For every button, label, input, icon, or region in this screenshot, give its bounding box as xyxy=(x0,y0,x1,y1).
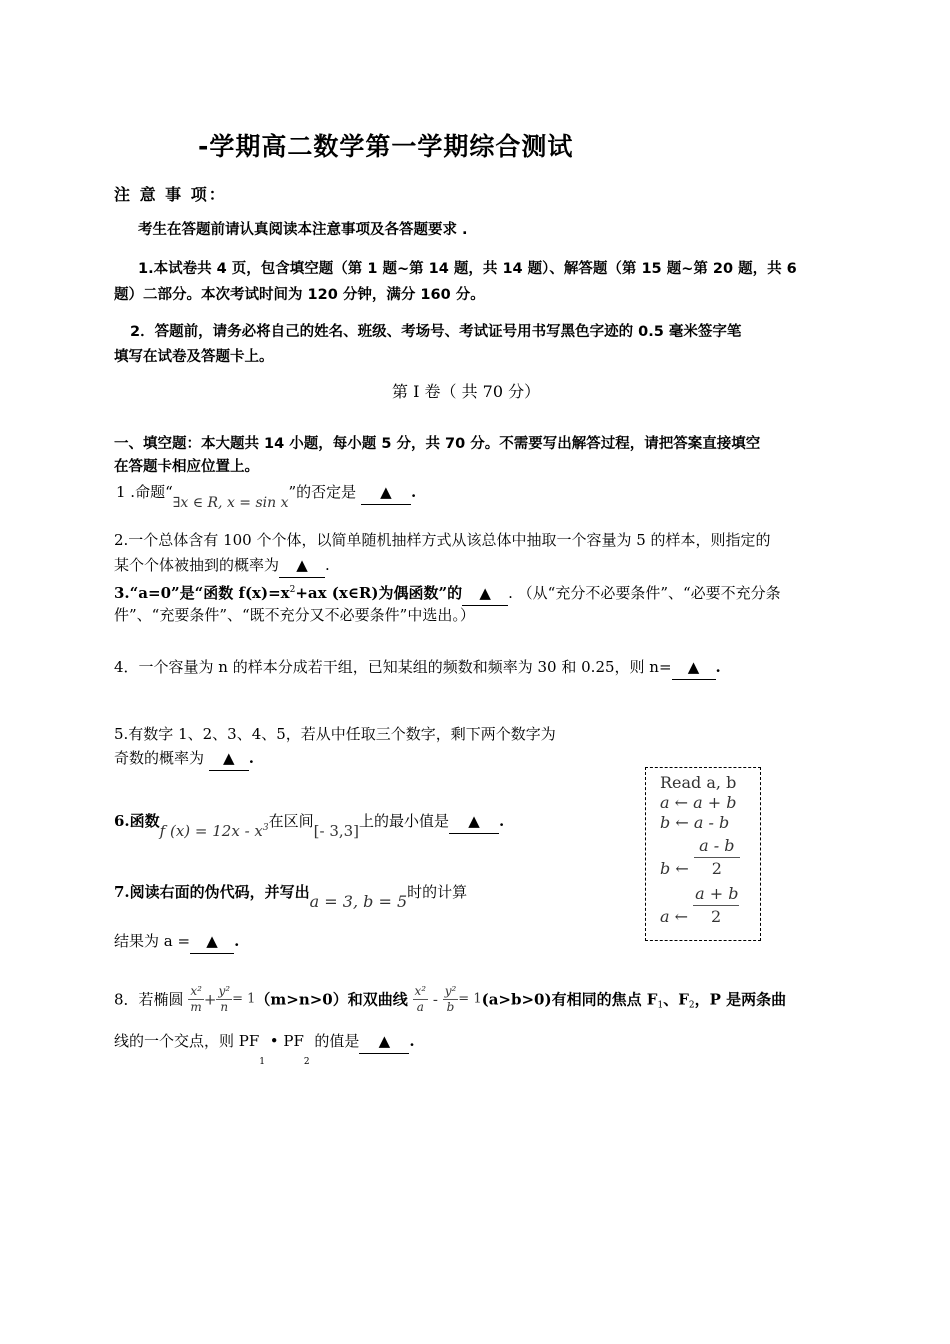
q7-answer-blank[interactable] xyxy=(190,929,234,954)
fraction-denominator: m xyxy=(190,1000,202,1014)
q8-answer-blank[interactable] xyxy=(359,1029,409,1054)
q8-prefix: 8．若椭圆 xyxy=(114,990,184,1009)
fraction-numerator: y² xyxy=(218,984,231,998)
answer-mark: ▲ xyxy=(206,932,218,950)
q8-f2-sub: 2 xyxy=(688,1000,695,1011)
q5-answer-blank[interactable] xyxy=(209,746,249,771)
q3-sup: 2 xyxy=(289,585,296,595)
pseudocode-line-5-fraction xyxy=(693,883,739,928)
fraction-numerator: y² xyxy=(444,984,457,998)
q8-tail: ，P 是两条曲 xyxy=(694,990,787,1009)
ellipse-x-term xyxy=(188,984,204,1015)
fraction-denominator: a xyxy=(416,1000,424,1014)
fraction-numerator: a + b xyxy=(693,883,739,906)
question-2-line2: 某个个体被抽到的概率为 ▲ . xyxy=(114,553,330,578)
volume-heading: 第 I 卷（ 共 70 分） xyxy=(392,382,541,401)
q3-text-b: +ax (x∈R)为偶函数”的 xyxy=(295,584,463,602)
q7-text-a: 7.阅读右面的伪代码，并写出 xyxy=(114,883,310,901)
answer-mark: ▲ xyxy=(687,658,700,676)
pseudocode-line-2: a ← a + b xyxy=(660,793,737,812)
q1-prefix: 1 .命题“ xyxy=(116,483,173,501)
q1-formula: ∃x ∈ R, x = sin x xyxy=(172,495,289,511)
question-3-line1 xyxy=(114,578,781,606)
notice-heading: 注 意 事 项： xyxy=(114,185,227,204)
q5-text: 奇数的概率为 xyxy=(114,749,205,767)
notice-intro: 考生在答题前请认真阅读本注意事项及各答题要求 . xyxy=(138,222,468,238)
q1-suffix: ”的否定是 xyxy=(288,483,357,501)
notice-item1-line2: 题）二部分。本次考试时间为 120 分钟，满分 160 分。 xyxy=(114,287,485,303)
question-4: 4．一个容量为 n 的样本分成若干组，已知某组的频数和频率为 30 和 0.25，则 n= ▲ . xyxy=(114,655,721,680)
pseudocode-box xyxy=(645,767,761,941)
question-8-line2: 线的一个交点，则 $PF_1$ • $PF_2$ 的值是 ▲ . xyxy=(114,1029,415,1074)
pseudocode-line-5 xyxy=(660,883,739,928)
fraction-numerator: x² xyxy=(414,984,427,998)
fraction-numerator: x² xyxy=(190,984,202,998)
q6-formula-sup: 3 xyxy=(262,823,269,833)
q6-answer-blank[interactable] xyxy=(449,809,499,834)
q6-interval: [- 3,3] xyxy=(313,822,360,840)
question-7-line2: 结果为 a = ▲ . xyxy=(114,929,239,954)
q7-text-b: 时的计算 xyxy=(407,883,468,901)
q6-suffix: 上的最小值是 xyxy=(359,812,450,830)
q2-text: 某个个体被抽到的概率为 xyxy=(114,556,280,574)
q8-line2-mid: • PF xyxy=(265,1032,304,1050)
page-title: -学期高二数学第一学期综合测试 xyxy=(198,132,574,161)
pseudocode-line-4-fraction xyxy=(694,835,740,880)
q8-f1-sub: 1 xyxy=(657,1000,664,1011)
q6-mid: 在区间 xyxy=(268,812,314,830)
question-1: 1 .命题“∃x ∈ R, x = sin x”的否定是 ▲ . xyxy=(116,480,416,505)
fraction-denominator: n xyxy=(220,1000,229,1014)
question-5-line1: 5.有数字 1、2、3、4、5，若从中任取三个数字，剩下两个数字为 xyxy=(114,725,556,743)
section-heading-line2: 在答题卡相应位置上。 xyxy=(114,459,259,475)
pseudocode-line-3: b ← a - b xyxy=(660,813,730,832)
q1-answer-blank[interactable] xyxy=(361,480,411,505)
q4-answer-blank[interactable] xyxy=(672,655,716,680)
answer-mark: ▲ xyxy=(378,1032,391,1050)
answer-mark: ▲ xyxy=(296,556,308,574)
ellipse-y-term xyxy=(216,984,232,1015)
answer-mark: ▲ xyxy=(380,483,392,501)
question-7-line1 xyxy=(114,880,468,911)
hyperbola-x-term xyxy=(413,984,429,1015)
fraction-denominator: 2 xyxy=(711,907,722,926)
answer-mark: ▲ xyxy=(223,749,235,767)
question-3-line2: 件”、“充要条件”、“既不充分又不必要条件”中选出。） xyxy=(114,606,475,624)
q6-formula xyxy=(160,822,269,840)
q7-formula: a = 3, b = 5 xyxy=(309,892,408,911)
question-8-line1: 8．若椭圆 $\frac{\text{x²}}{m}$ + $\frac{\text{y²}}{n}$ = 1（m>n>0）和双曲线 $\frac{\text{x²}}{a}$ - $\frac{\text{y²}}{b}$ = 1(a>b>0)有相同的焦点 $F_1$、$F_2$，P 是两条曲 xyxy=(114,984,787,1014)
q6-prefix: 6.函数 xyxy=(114,812,160,830)
fraction-denominator: 2 xyxy=(711,859,722,878)
q8-line2-b: 的值是 xyxy=(309,1032,360,1050)
q8-sep: 、F xyxy=(663,990,689,1009)
notice-item2-line1: 2．答题前，请务必将自己的姓名、班级、考场号、考试证号用书写黑色字迹的 0.5 毫米签字笔 xyxy=(130,324,742,340)
fraction-denominator: b xyxy=(446,1000,455,1014)
hyperbola-equals: = 1 xyxy=(458,991,482,1007)
q6-formula-body: f (x) = 12x - x xyxy=(159,822,263,840)
q4-text: 4．一个容量为 n 的样本分成若干组，已知某组的频数和频率为 30 和 0.25，则 n= xyxy=(114,658,672,676)
q3-text-a: 3.“a=0”是“函数 f(x)=x xyxy=(114,584,290,602)
q8-pf2-sub: 2 xyxy=(303,1057,310,1067)
question-6: 6.函数f $(x) = 12x - x^3$在区间[- 3,3]上的最小值是 ▲ . xyxy=(114,806,504,834)
q7-text-c: 结果为 a = xyxy=(114,932,191,950)
q8-cond2: (a>b>0)有相同的焦点 F xyxy=(481,990,658,1009)
pseudocode-line-5-assign: a ← xyxy=(660,907,689,926)
q8-cond1: （m>n>0）和双曲线 xyxy=(255,990,408,1009)
pseudocode-line-4 xyxy=(660,835,740,880)
answer-mark: ▲ xyxy=(468,812,480,830)
ellipse-equals: = 1 xyxy=(232,991,256,1007)
section-heading-line1: 一、填空题：本大题共 14 小题，每小题 5 分，共 70 分。不需要写出解答过程，请把答案直接填空 xyxy=(114,436,761,452)
question-2-line1: 2.一个总体含有 100 个个体，以简单随机抽样方式从该总体中抽取一个容量为 5 的样本，则指定的 xyxy=(114,531,771,549)
fraction-numerator: a - b xyxy=(694,835,740,858)
pseudocode-line-4-assign: b ← xyxy=(660,859,689,878)
answer-mark: ▲ xyxy=(479,584,491,602)
q3-text-c: . （从“充分不必要条件”、“必要不充分条 xyxy=(508,584,781,602)
pseudocode-line-1: Read a, b xyxy=(660,773,737,792)
hyperbola-y-term xyxy=(443,984,459,1015)
question-5-line2: 奇数的概率为 ▲ . xyxy=(114,746,254,771)
q8-line2-a: 线的一个交点，则 PF xyxy=(114,1032,260,1050)
notice-item1-line1: 1.本试卷共 4 页，包含填空题（第 1 题~第 14 题，共 14 题）、解答题（第 15 题~第 20 题，共 6 xyxy=(138,261,797,277)
q2-answer-blank[interactable] xyxy=(279,553,325,578)
notice-item2-line2: 填写在试卷及答题卡上。 xyxy=(114,349,274,365)
q8-pf1-sub: 1 xyxy=(259,1057,266,1067)
